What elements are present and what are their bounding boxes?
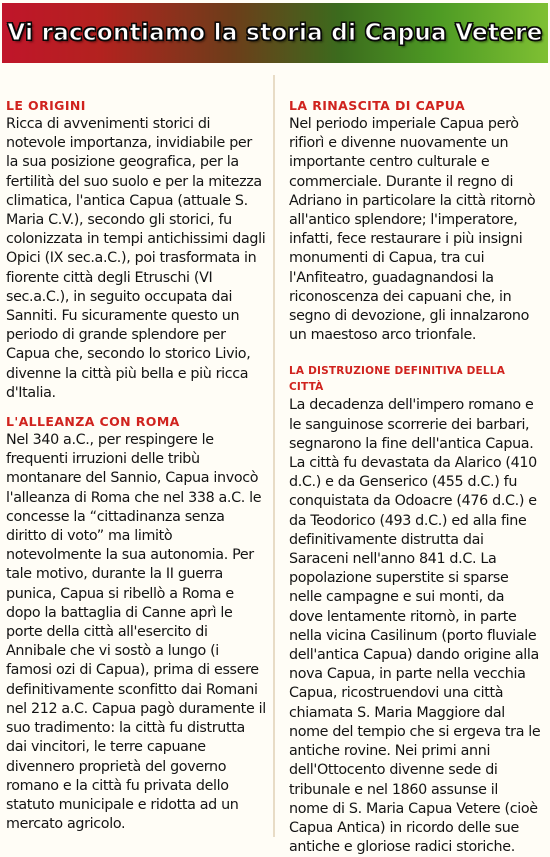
section-heading-distruzione: LA DISTRUZIONE DEFINITIVA DELLA CITTÀ [289,365,506,394]
page-title: Vi raccontiamo la storia di Capua Vetere [7,20,543,46]
section-distruzione [289,363,541,857]
section-heading-origini: LE ORIGINI [6,98,86,113]
section-body-origini: Ricca di avvenimenti storici di notevole importanza, invidiabile per la sua posizione geografica, per la fertilità del suo suolo e per la mitezza climatica, l'antica Capua (attuale S. Maria C.V.), secondo gli storici, fu colonizzata in tempi antichissimi dagli Opici (IX sec.a.C.), poi trasformata in fiorente città degli Etruschi (VI sec.a.C.), in seguito occupata dai Sanniti. Fu sicuramente questo un periodo di grande splendore per Capua che, secondo lo storico Livio, divenne la città più bella e più ricca d'Italia. [6,116,266,401]
title-banner [2,3,548,63]
section-body-rinascita: Nel periodo imperiale Capua però rifiorì e divenne nuovamente un importante centro culturale e commerciale. Durante il regno di Adriano in particolare la città ritornò all'antico splendore; l'imperatore, infatti, fece restaurare i più insigni monumenti di Capua, tra cui l'Anfiteatro, guadagnandosi la riconoscenza dei capuani che, in segno di devozione, gli innalzarono un maestoso arco trionfale. [289,116,536,344]
section-body-alleanza: Nel 340 a.C., per respingere le frequenti irruzioni delle tribù montanare del Sannio, Capua invocò l'alleanza di Roma che nel 338 a.C. le concesse la “cittadinanza senza diritto di voto” ma limitò notevolmente la sua autonomia. Per tale motivo, durante la II guerra punica, Capua si ribellò a Roma e dopo la battaglia di Canne aprì le porte della città all'esercito di Annibale che vi sostò a lungo (i famosi ozi di Capua), prima di essere definitivamente sconfitto dai Romani nel 212 a.C. Capua pagò duramente il suo tradimento: la città fu distrutta dai vincitori, le terre capuane divennero proprietà del governo romano e la città fu privata dello statuto municipale e ridotta ad un mercato agricolo. [6,432,266,833]
section-origini [6,98,268,403]
section-alleanza [6,414,268,834]
section-heading-rinascita: LA RINASCITA DI CAPUA [289,98,466,113]
column-divider [273,75,275,837]
right-column [289,98,541,857]
section-heading-alleanza: L'ALLEANZA CON ROMA [6,414,180,430]
left-column [6,98,268,834]
section-body-distruzione: La decadenza dell'impero romano e le sanguinose scorrerie dei barbari, segnarono la fine dell'antica Capua. La città fu devastata da Alarico (410 d.C.) e da Genserico (455 d.C.) fu conquistata da Odoacre (476 d.C.) e da Teodorico (493 d.C.) ed alla fine definitivamente distrutta dai Saraceni nell'anno 841 d.C. La popolazione superstite si sparse nelle campagne e sui monti, da dove lentamente ritornò, in parte nella vicina Casilinum (porto fluviale dell'antica Capua) dando origine alla nova Capua, in parte nella vecchia Capua, ricostruendovi una città chiamata S. Maria Maggiore dal nome del tempio che si ergeva tra le antiche rovine. Nei primi anni dell'Ottocento divenne sede di tribunale e nel 1860 assunse il nome di S. Maria Capua Vetere (cioè Capua Antica) in ricordo delle sue antiche e gloriose radici storiche. [289,397,541,856]
section-rinascita [289,98,541,345]
